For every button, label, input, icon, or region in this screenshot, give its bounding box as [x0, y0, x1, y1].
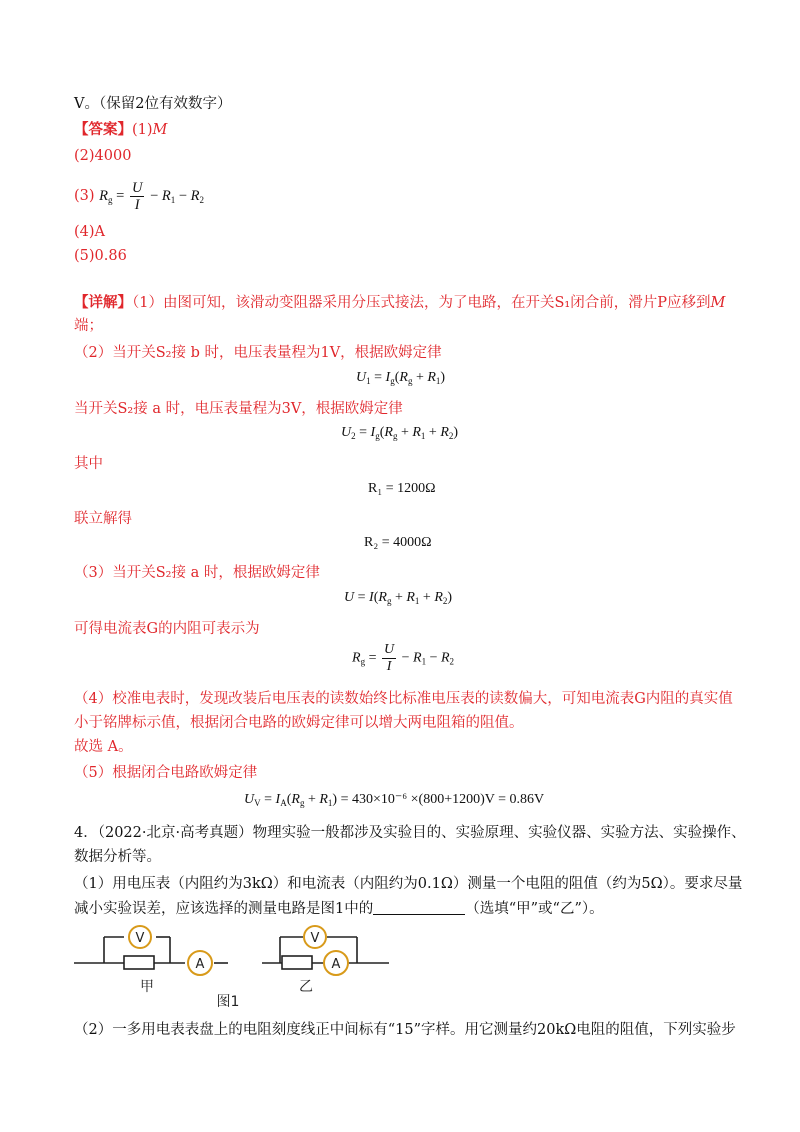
answer-blank[interactable]: [373, 900, 465, 915]
figure-caption: 图1: [216, 994, 240, 1010]
detail-para-7: 可得电流表G的内阻可表示为: [74, 621, 260, 637]
voltmeter-yi: V: [310, 931, 320, 946]
answer-1-var: M: [152, 122, 168, 138]
detail-para-6: （3）当开关S₂接 a 时，根据欧姆定律: [74, 565, 320, 581]
answer-1-num: (1): [132, 122, 153, 138]
detail-para-3: 当开关S₂接 a 时，电压表量程为3V，根据欧姆定律: [74, 401, 403, 417]
question-4-part-1b: [74, 899, 604, 919]
question-intro: （2022·北京·高考真题）物理实验一般都涉及实验目的、实验原理、实验仪器、实验方法、实验操作、: [97, 825, 746, 841]
detail-para-8b: 小于铭牌标示值，根据闭合电路的欧姆定律可以增大两电阻箱的阻值。: [74, 715, 524, 731]
unit-note: V。（保留2位有效数字）: [74, 96, 232, 112]
answer-3: [74, 180, 204, 213]
detail-para-5: 联立解得: [74, 511, 132, 527]
equation-r2: R₂ = 4000Ω: [364, 535, 432, 550]
answer-line-1: [74, 120, 167, 140]
circuit-jia: [74, 926, 228, 975]
detail-para-10: （5）根据闭合电路欧姆定律: [74, 765, 258, 781]
detail-para-2: （2）当开关S₂接 b 时，电压表量程为1V，根据欧姆定律: [74, 345, 442, 361]
question-4-part-2: （2）一多用电表表盘上的电阻刻度线正中间标有“15”字样。用它测量约20kΩ电阻的阻值，下列实验步: [74, 1022, 736, 1038]
voltmeter-jia: V: [135, 931, 145, 946]
answer-2: (2)4000: [74, 148, 132, 164]
ammeter-jia: A: [195, 957, 205, 972]
equation-u: $U = I(R_g + R_1 + R_2)$: [344, 590, 453, 606]
label-yi: 乙: [299, 979, 313, 995]
question-4-part-1a: （1）用电压表（内阻约为3kΩ）和电流表（内阻约为0.1Ω）测量一个电阻的阻值（约为5Ω）。要求尽量: [74, 876, 743, 892]
detail-para-4: 其中: [74, 456, 103, 472]
detail-p1-var: M: [710, 295, 726, 311]
ammeter-yi: A: [331, 957, 341, 972]
circuit-yi: [262, 926, 389, 975]
equation-rg: $R_g$ = $\frac{U}{I}$ − $R_1 - R_2$: [352, 642, 455, 674]
detail-p1-text: （1）由图可知，该滑动变阻器采用分压式接法，为了电路，在开关S₁闭合前，滑片P应移到: [132, 295, 711, 311]
equation-u1: $U_1 = I_g(R_g + R_1)$: [356, 370, 446, 386]
answer-tag: 【答案】: [74, 121, 132, 138]
question-4-line-1: [74, 823, 746, 843]
label-jia: 甲: [140, 979, 154, 995]
question-part-1b-pre: 减小实验误差，应该选择的测量电路是图1中的: [74, 901, 374, 917]
answer-3-num: (3): [74, 187, 95, 204]
answer-5: (5)0.86: [74, 248, 127, 264]
equation-uv-tail: = 430×10⁻⁶ ×(800+1200)V = 0.86V: [340, 792, 545, 807]
equation-uv: $U_V = I_A(R_g + R_1) = 430\times 10^{-6} \times(800+1200)V = 0.86V$: [244, 792, 545, 808]
answer-4: (4)A: [74, 224, 106, 240]
circuit-figure: [60, 920, 420, 1020]
question-part-1b-post: （选填“甲”或“乙”）。: [465, 901, 604, 917]
equation-u2: $U_2 = I_g(R_g + R_1 + R_2)$: [341, 425, 459, 441]
detail-p1-end: 端；: [74, 318, 103, 334]
detail-para-8a: （4）校准电表时，发现改装后电压表的读数始终比标准电压表的读数偏大，可知电流表G内阻的真实值: [74, 691, 733, 707]
question-number: 4．: [74, 825, 98, 841]
detail-tag: 【详解】: [74, 294, 132, 311]
question-4-line-2: 数据分析等。: [74, 849, 161, 865]
detail-para-1: [74, 293, 725, 313]
detail-para-9: 故选 A。: [74, 739, 133, 755]
answer-3-formula: $R_g$ = $\frac{U}{I}$ − $R_1 - R_2$: [99, 180, 205, 213]
equation-r1: R₁ = 1200Ω: [368, 481, 436, 496]
